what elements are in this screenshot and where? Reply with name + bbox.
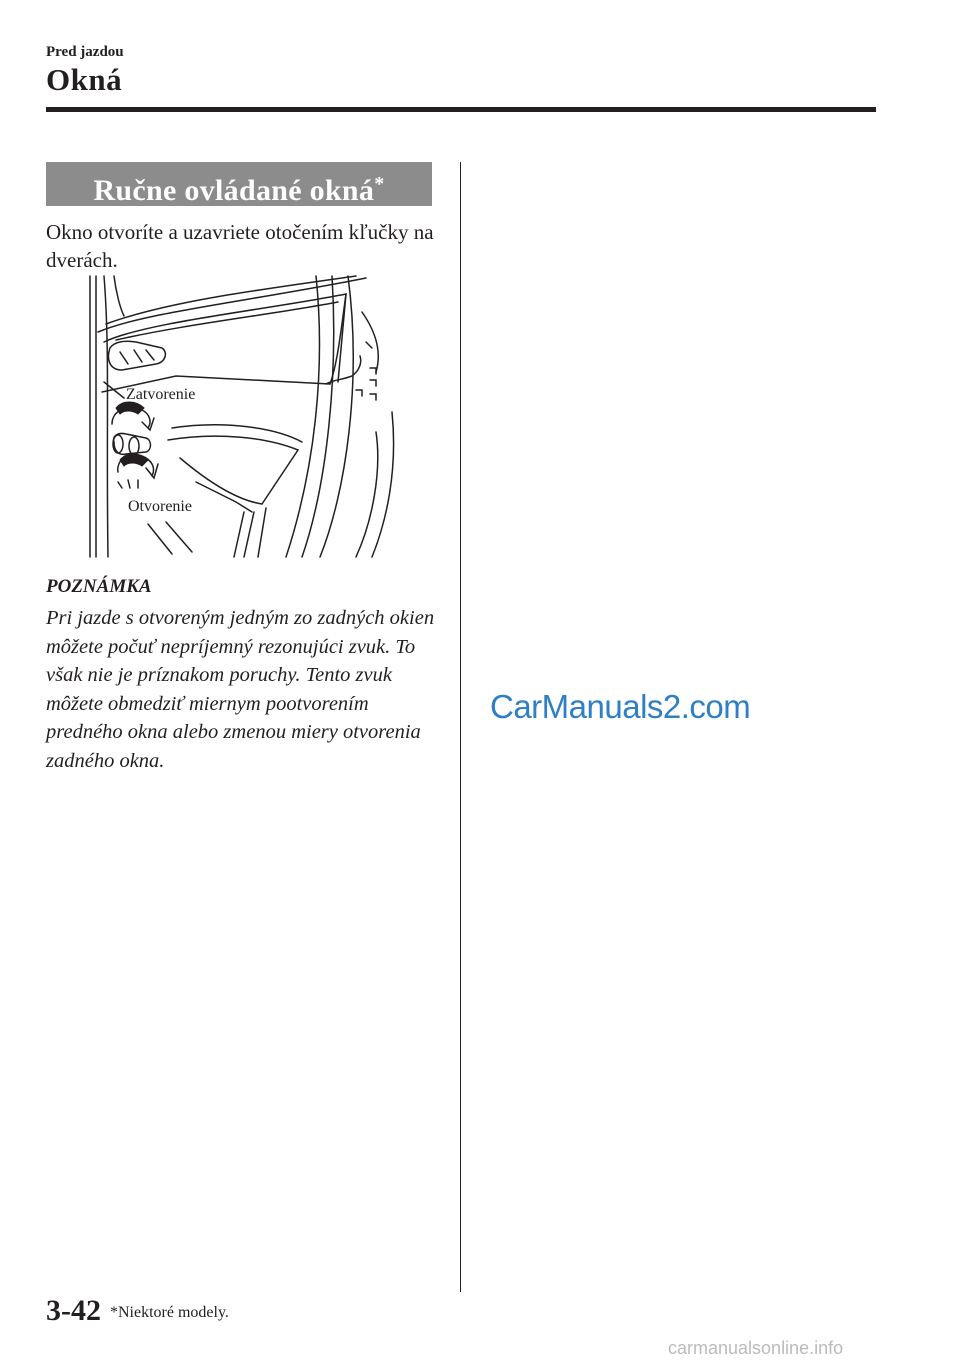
section-marker: * [374, 173, 385, 195]
intro-text: Okno otvoríte a uzavriete otočením kľučky na dverách. [46, 220, 434, 272]
watermark-carmanualsonline: carmanualsonline.info [668, 1338, 844, 1358]
chapter-title: Okná [46, 62, 123, 97]
section-title: Ručne ovládané okná [93, 174, 375, 207]
note-heading: POZNÁMKA [46, 576, 152, 597]
figure-label-close: Zatvorenie [126, 386, 196, 403]
section-banner [46, 162, 432, 206]
column-divider [460, 162, 461, 1292]
note-text: Pri jazde s otvoreným jedným zo zadných okien môžete počuť nepríjemný rezonujúci zvuk. To však nie je príznakom poruchy. Tento zvuk môžete obmedziť miernym pootvorením predného okna alebo zmenou miery otvorenia zadného okna. [46, 607, 435, 772]
figure-label-open: Otvorenie [128, 498, 192, 515]
page-number: 3-42 [46, 1294, 101, 1327]
watermark-carmanuals2: CarManuals2.com [490, 688, 751, 725]
running-head: Pred jazdou [46, 44, 124, 60]
footnote: *Niektoré modely. [110, 1304, 229, 1321]
door-handle-illustration [76, 272, 406, 562]
header-rule [46, 107, 876, 112]
